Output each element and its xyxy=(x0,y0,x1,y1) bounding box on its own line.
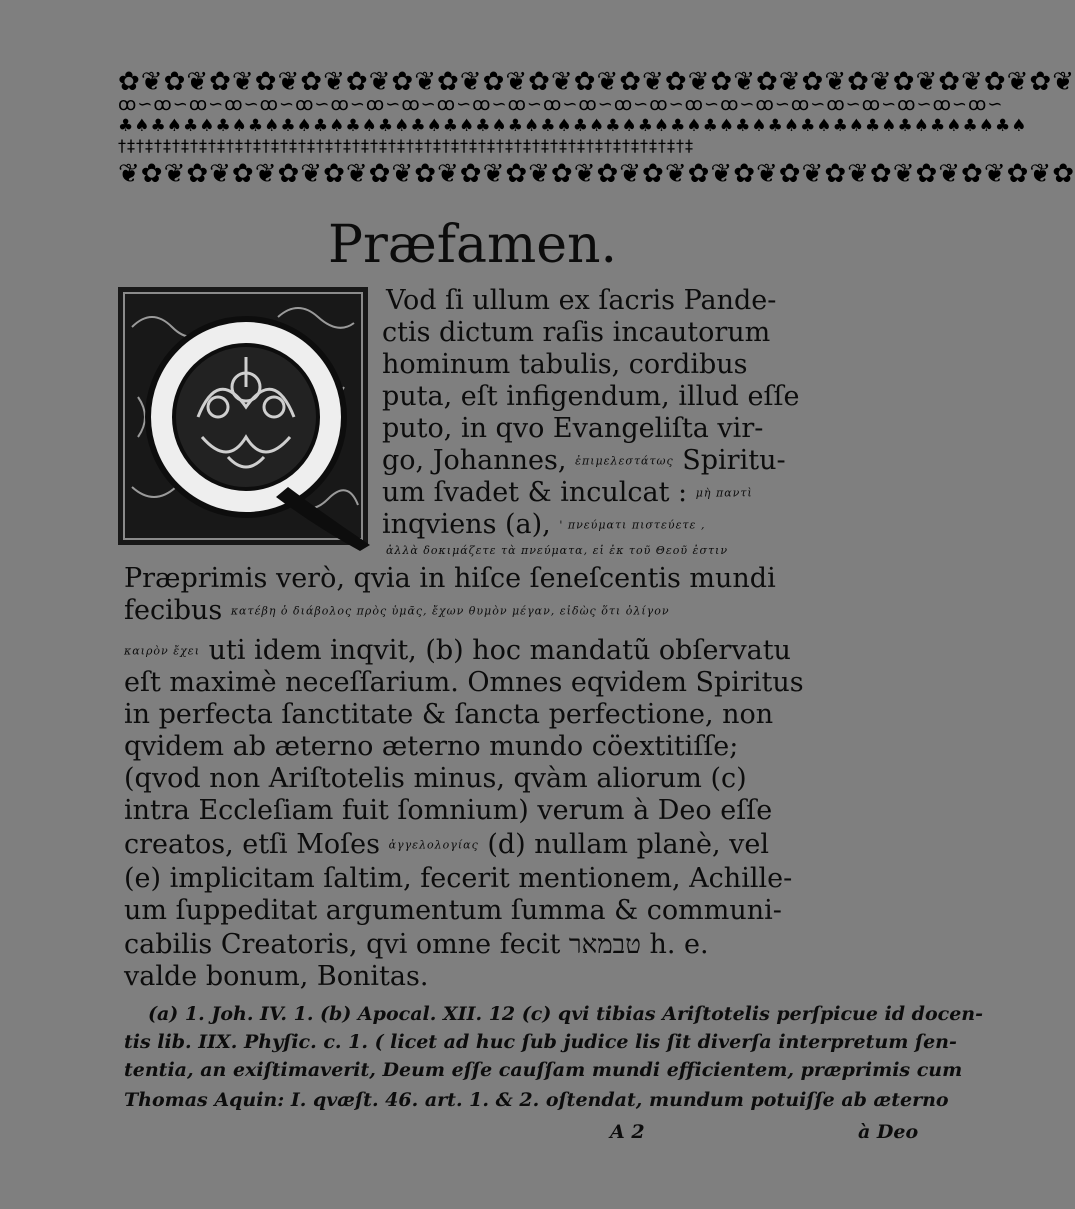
text-span: creatos, etſi Moſes xyxy=(124,829,389,860)
text-span: go, Johannes, xyxy=(382,445,576,476)
text-span: Spiritu- xyxy=(673,445,786,476)
text-line xyxy=(124,731,738,763)
greek-phrase: κατέβη ὁ διάβολος πρὸς ὑμᾶς, ἔχων θυμὸν μέγαν, εἰδὼς ὅτι ὀλίγον xyxy=(230,604,670,618)
page-title: Præfamen. xyxy=(328,215,618,275)
signature-mark: A 2 xyxy=(610,1121,645,1143)
greek-phrase: μὴ παντὶ xyxy=(695,486,753,500)
greek-phrase: καιρὸν ἔχει xyxy=(124,644,201,658)
text-span: valde bonum, Bonitas. xyxy=(124,961,429,992)
text-line xyxy=(382,317,770,349)
greek-phrase: ἀλλὰ δοκιμάζετε τὰ πνεύματα, εἰ ἐκ τοῦ Θεοῦ ἐστιν xyxy=(386,544,729,557)
decorative-headpiece xyxy=(118,67,1075,198)
text-line xyxy=(382,477,753,510)
text-span: fecibus xyxy=(124,595,231,626)
text-span: hominum tabulis, cordibus xyxy=(382,349,748,380)
text-span: puta, eſt infigendum, illud eſſe xyxy=(382,381,800,412)
greek-phrase: ἀγγελολογίας xyxy=(388,838,479,852)
footnote-line: Thomas Aquin: I. qvæſt. 46. art. 1. & 2. oſtendat, mundum potuiſſe ab æterno xyxy=(124,1089,949,1111)
text-line xyxy=(124,635,791,668)
hebrew-word: טבמאר xyxy=(568,930,641,960)
text-span: cabilis Creatoris, qvi omne fecit xyxy=(124,929,569,960)
footnote-line: tis lib. IIX. Phyſic. c. 1. ( licet ad huc ſub judice lis ſit diverſa interpretum ſen- xyxy=(124,1031,957,1053)
ornament-row-5: ❦✿❦✿❦✿❦✿❦✿❦✿❦✿❦✿❦✿❦✿❦✿❦✿❦✿❦✿❦✿❦✿❦✿❦✿❦✿❦✿❦✿ xyxy=(118,159,1075,189)
ornament-row-2: ꝏ∽ꝏ∽ꝏ∽ꝏ∽ꝏ∽ꝏ∽ꝏ∽ꝏ∽ꝏ∽ꝏ∽ꝏ∽ꝏ∽ꝏ∽ꝏ∽ꝏ∽ꝏ∽ꝏ∽ꝏ∽ꝏ∽ꝏ∽ꝏ∽ꝏ∽ꝏ∽ꝏ∽ꝏ∽ xyxy=(118,94,1004,115)
text-span: qvidem ab æterno æterno mundo cöextitiſſe; xyxy=(124,731,739,762)
text-line xyxy=(382,445,786,478)
text-line xyxy=(124,961,428,993)
ornament-row-3: ♣♠♣♠♣♠♣♠♣♠♣♠♣♠♣♠♣♠♣♠♣♠♣♠♣♠♣♠♣♠♣♠♣♠♣♠♣♠♣♠♣♠♣♠♣♠♣♠♣♠♣♠♣♠♣♠ xyxy=(118,116,1028,136)
text-span: uti idem inqvit, (b) hoc mandatũ obſervatu xyxy=(200,635,791,666)
text-line xyxy=(386,285,776,317)
ornament-row-1: ✿❦✿❦✿❦✿❦✿❦✿❦✿❦✿❦✿❦✿❦✿❦✿❦✿❦✿❦✿❦✿❦✿❦✿❦✿❦✿❦✿❦ xyxy=(118,67,1075,97)
text-span: puto, in qvo Evangeliſta vir- xyxy=(382,413,764,444)
text-line xyxy=(124,863,792,895)
text-line xyxy=(124,667,804,699)
text-span: intra Eccleſiam fuit ſomnium) verum à Deo eſſe xyxy=(124,795,773,826)
decorated-initial-q xyxy=(118,287,378,549)
text-line xyxy=(124,829,769,862)
text-span: um ſvadet & inculcat : xyxy=(382,477,696,508)
text-span: (d) nullam planè, vel xyxy=(478,829,770,860)
text-span: Præprimis verò, qvia in hiſce ſeneſcentis mundi xyxy=(124,563,776,594)
text-line xyxy=(382,413,763,445)
text-line xyxy=(124,563,776,595)
text-span: Vod ſi ullum ex ſacris Pande- xyxy=(386,285,777,316)
text-span: um ſuppeditat argumentum ſumma & communi- xyxy=(124,895,782,926)
text-span: (e) implicitam ſaltim, fecerit mentionem, Achille- xyxy=(124,863,793,894)
text-line xyxy=(382,381,799,413)
greek-phrase: ' πνεύματι πιστεύετε , xyxy=(559,518,706,532)
text-span: ctis dictum raſis incautorum xyxy=(382,317,771,348)
text-line xyxy=(124,795,772,827)
footnote-line: tentia, an exiſtimaverit, Deum eſſe cauſſam mundi efficientem, præprimis cum xyxy=(124,1059,963,1081)
text-span: eſt maximè neceſſarium. Omnes eqvidem Spiritus xyxy=(124,667,804,698)
catchword: à Deo xyxy=(858,1121,919,1143)
text-span: h. e. xyxy=(640,929,709,960)
text-line xyxy=(124,595,670,628)
text-line xyxy=(124,895,782,927)
text-line xyxy=(124,699,773,731)
greek-phrase: ἐπιμελεστάτως xyxy=(575,454,674,468)
ornament-row-4: †‡†‡†‡†‡†‡†‡†‡†‡†‡†‡†‡†‡†‡†‡†‡†‡†‡†‡†‡†‡†‡†‡†‡†‡†‡†‡†‡†‡†‡†‡†‡†‡ xyxy=(118,136,694,155)
text-span: inqviens (a), xyxy=(382,509,560,540)
text-span: (qvod non Ariſtotelis minus, qvàm aliorum (c) xyxy=(124,763,747,794)
text-line xyxy=(124,929,709,961)
text-line xyxy=(382,349,748,381)
footnote-line: (a) 1. Joh. IV. 1. (b) Apocal. XII. 12 (c) qvi tibias Ariſtotelis perſpicue id docen- xyxy=(148,1003,983,1025)
text-span: in perfecta ſanctitate & ſancta perfectione, non xyxy=(124,699,774,730)
text-line xyxy=(124,763,747,795)
